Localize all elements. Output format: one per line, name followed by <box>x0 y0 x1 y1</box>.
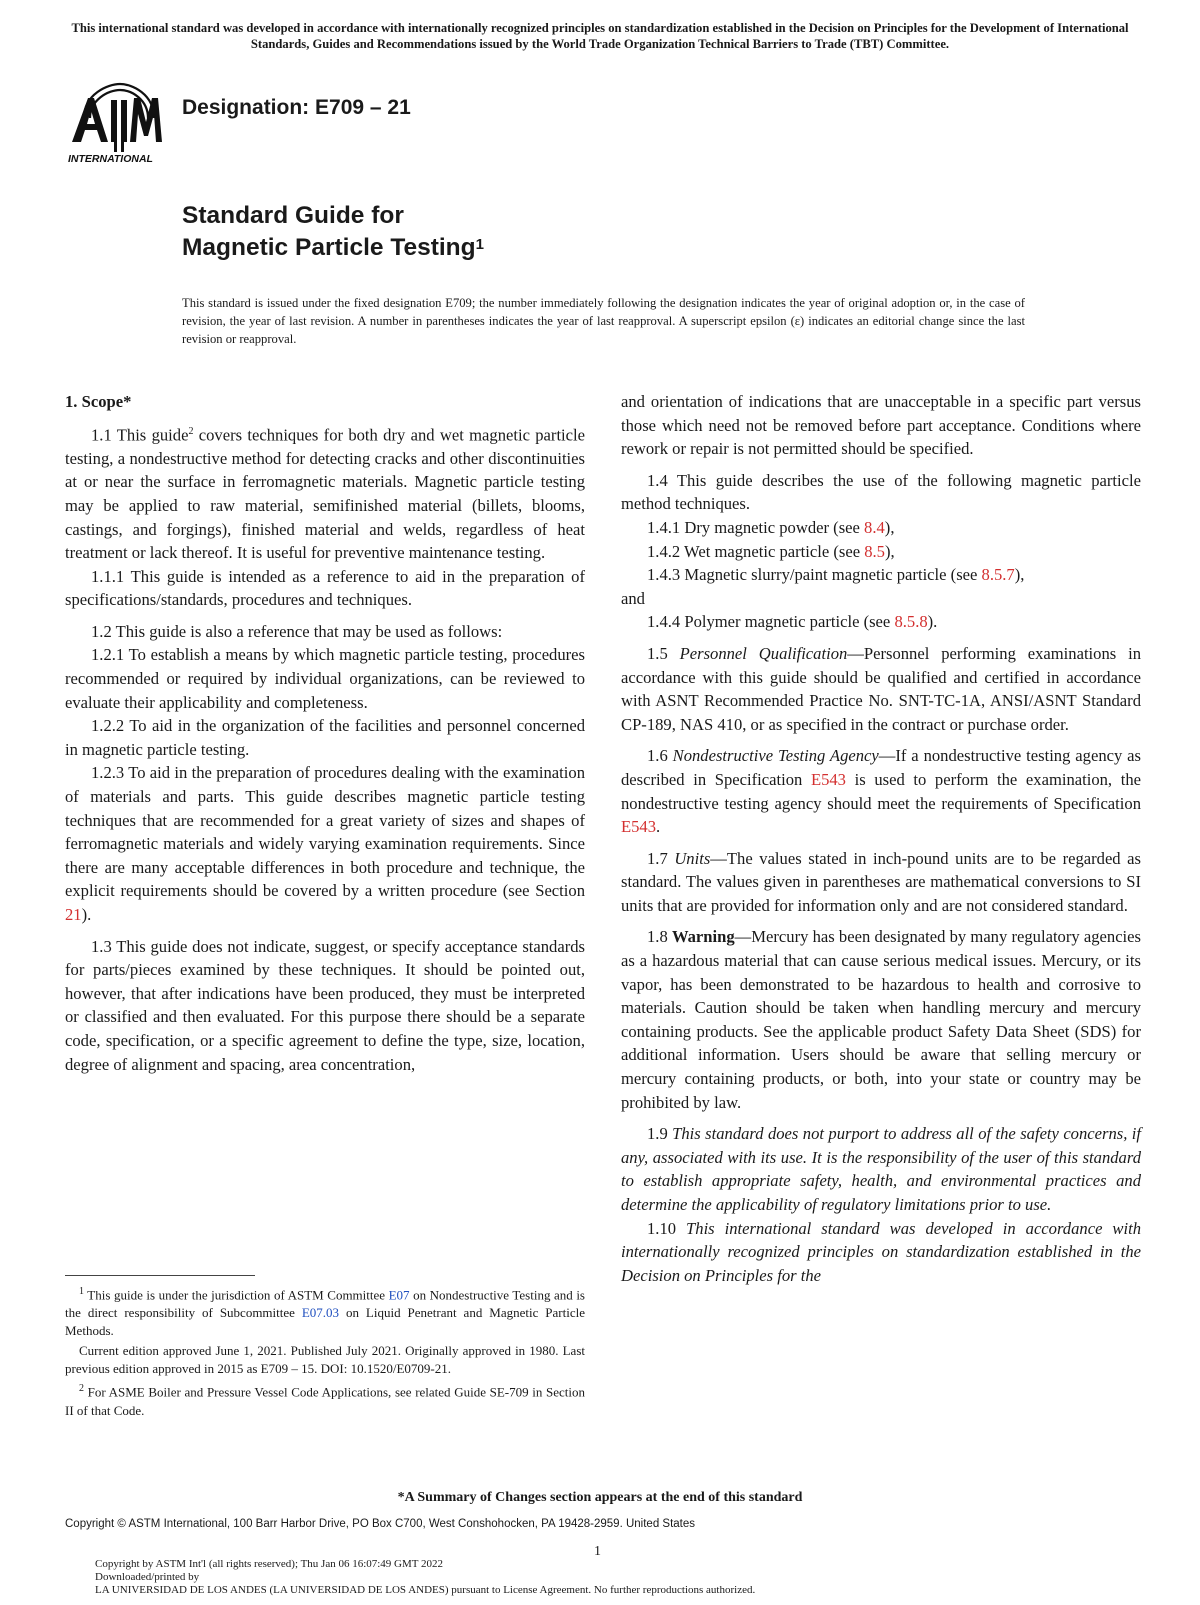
para-1-8: 1.8 Warning—Mercury has been designated by many regulatory agencies as a hazardous material that can cause serious medical issues. Mercury, or its vapor, has been demonstrated to be hazardous to health and corrosive to materials. Caution should be taken when handling mercury and mercury containing products. See the applicable product Safety Data Sheet (SDS) for additional information. Users should be aware that selling mercury or mercury containing products, or both, into your state or country may be prohibited by law. <box>621 927 1141 1112</box>
para-1-10: 1.10 This international standard was developed in accordance with internationally recognized principles on standardization established in the Decision on Principles for the <box>621 1218 1142 1285</box>
copyright-line: Copyright © ASTM International, 100 Barr Harbor Drive, PO Box C700, West Conshohocken, PA 19428-2959. United States <box>65 1518 696 1530</box>
license-stamp <box>95 1558 755 1597</box>
issuance-note: This standard is issued under the fixed designation E709; the number immediately following the designation indicates the year of original adoption or, in the case of revision, the year of last revision. A number in parentheses indicates the year of last reapproval. A superscript epsilon (ε) indicates an editorial change since the last revision or reapproval. <box>182 296 1025 346</box>
footnote-divider <box>65 1275 255 1276</box>
ref-e543-link-2[interactable]: E543 <box>621 817 657 837</box>
para-1-4-1: 1.4.1 Dry magnetic powder (see 8.4), <box>647 517 895 537</box>
section-21-link[interactable]: 21 <box>65 905 82 924</box>
right-column <box>621 390 1141 1287</box>
para-1-2-3: 1.2.3 To aid in the preparation of procedures dealing with the examination of materials and parts. This guide describes magnetic particle testing techniques that are recommended for a great variety of sizes and shapes of ferromagnetic materials and widely varying examination requirements. Since there are many acceptable differences in both procedure and technique, the explicit requirements should be covered by a written procedure (see Section 21). <box>65 763 585 924</box>
para-1-4: 1.4 This guide describes the use of the following magnetic particle method techniques. <box>621 470 1141 514</box>
ref-8-4-link[interactable]: 8.4 <box>864 517 885 537</box>
title-line-1: Standard Guide for <box>182 202 404 229</box>
designation: Designation: E709 – 21 <box>182 96 411 119</box>
ref-e543-link-1[interactable]: E543 <box>810 769 846 789</box>
para-1-4-3: 1.4.3 Magnetic slurry/paint magnetic particle (see 8.5.7), <box>647 565 1025 585</box>
left-column <box>65 390 585 1076</box>
ref-8-5-7-link[interactable]: 8.5.7 <box>981 565 1015 585</box>
para-1-4-4: 1.4.4 Polymer magnetic particle (see 8.5.8). <box>647 612 938 632</box>
para-1-5: 1.5 Personnel Qualification—Personnel performing examinations in accordance with this guide should be qualified and certified in accordance with ASNT Recommended Practice No. SNT-TC-1A, ANSI/ASNT Standard CP-189, NAS 410, or as specified in the contract or purchase order. <box>621 643 1142 734</box>
para-1-3-continued: and orientation of indications that are unacceptable in a specific part versus those which need not be removed before part acceptance. Conditions where rework or repair is not permitted should be specified. <box>621 392 1141 459</box>
para-1-9: 1.9 This standard does not purport to address all of the safety concerns, if any, associated with its use. It is the responsibility of the user of this standard to establish appropriate safety, health, and environmental practices and determine the applicability of regulatory limitations prior to use. <box>621 1124 1141 1214</box>
para-1-2-1: 1.2.1 To establish a means by which magnetic particle testing, procedures recommended or required by individual organizations, can be reviewed to evaluate their applicability and completeness. <box>65 645 585 712</box>
footnote-2: $^2$ For ASME Boiler and Pressure Vessel Code Applications, see related Guide SE-709 in Section II of that Code. <box>65 1383 585 1418</box>
para-1-1-1: 1.1.1 This guide is intended as a reference to aid in the preparation of specifications/standards, procedures and techniques. <box>65 566 585 610</box>
ref-8-5-link[interactable]: 8.5 <box>864 541 885 561</box>
para-1-3: 1.3 This guide does not indicate, suggest, or specify acceptance standards for parts/pieces examined by these techniques. It should be pointed out, however, that after indications have been produced, they must be interpreted or classified and then evaluated. For this purpose there should be a separate code, specification, or a specific agreement to define the type, size, location, degree of alignment and spacing, area concentration, <box>65 936 585 1074</box>
para-1-4-3-and: and <box>621 588 645 608</box>
footnote-marker-2: 2 <box>188 425 194 437</box>
para-1-2-2: 1.2.2 To aid in the organization of the facilities and personnel concerned in magnetic particle testing. <box>65 716 585 759</box>
para-1-2: 1.2 This guide is also a reference that may be used as follows: <box>91 621 503 641</box>
summary-of-changes-note: *A Summary of Changes section appears at the end of this standard <box>397 1490 803 1505</box>
stamp-line-1: Copyright by ASTM Int'l (all rights reserved); Thu Jan 06 16:07:49 GMT 2022 <box>95 1558 444 1570</box>
page-title <box>182 200 484 264</box>
stamp-line-3: LA UNIVERSIDAD DE LOS ANDES (LA UNIVERSIDAD DE LOS ANDES) pursuant to License Agreement. No further reproductions authorized. <box>95 1584 756 1596</box>
subcommittee-e07-03-link[interactable]: E07.03 <box>301 1305 340 1321</box>
title-footnote-marker: 1 <box>475 236 484 253</box>
para-1-6: 1.6 Nondestructive Testing Agency—If a nondestructive testing agency as described in Specification E543 is used to perform the examination, the nondestructive testing agency should meet the requirements of Specification E543. <box>621 746 1141 837</box>
page-number: 1 <box>594 1544 601 1559</box>
top-notice: This international standard was developed in accordance with internationally recognized principles on standardization established in the Decision on Principles for the Development of International Standards, Guides and Recommendations issued by the World Trade Organization Technical Barriers to Trade (TBT) Committee. <box>71 21 1129 51</box>
para-1-4-2: 1.4.2 Wet magnetic particle (see 8.5), <box>647 541 895 561</box>
ref-8-5-8-link[interactable]: 8.5.8 <box>894 612 928 632</box>
title-line-2: Magnetic Particle Testing <box>182 234 476 261</box>
para-1-7: 1.7 Units—The values stated in inch-pound units are to be regarded as standard. The values given in parentheses are mathematical conversions to SI units that are provided for information only and are not considered standard. <box>621 848 1142 915</box>
footnotes <box>65 1283 585 1422</box>
stamp-line-2: Downloaded/printed by <box>95 1571 200 1583</box>
committee-e07-link[interactable]: E07 <box>388 1287 410 1303</box>
section-heading-scope: 1. Scope* <box>65 392 132 411</box>
edition-note: Current edition approved June 1, 2021. Published July 2021. Originally approved in 1980. Last previous edition approved in 2015 as E709 – 15. DOI: 10.1520/E0709-21. <box>65 1343 585 1377</box>
footnote-1: $^1$ This guide is under the jurisdiction of ASTM Committee E07 on Nondestructive Testing and is the direct responsibility of Subcommittee E07.03 on Liquid Penetrant and Magnetic Particle Methods. <box>65 1286 585 1339</box>
logo-text: INTERNATIONAL <box>68 153 153 165</box>
astm-logo <box>66 80 170 166</box>
para-1-1: 1.1 This guide$^2$ covers techniques for both dry and wet magnetic particle testing, a nondestructive method for detecting cracks and other discontinuities at or near the surface in ferromagnetic materials. Magnetic particle testing may be applied to raw material, semifinished material (billets, blooms, castings, and forgings), finished material and welds, regardless of heat treatment or lack thereof. It is useful for preventive maintenance testing. <box>65 425 586 563</box>
